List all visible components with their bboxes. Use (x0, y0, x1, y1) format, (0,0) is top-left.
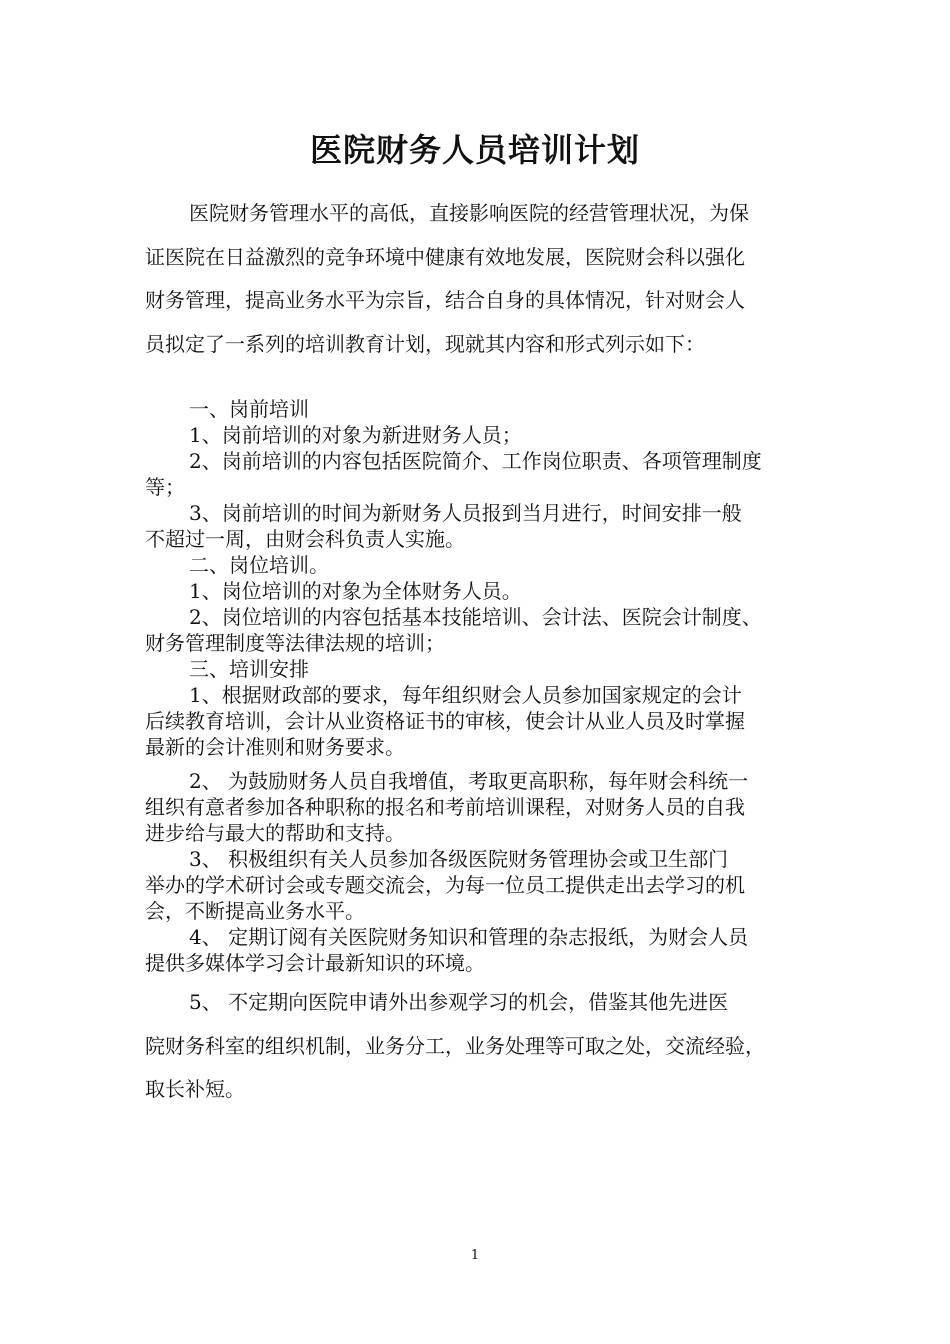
section-heading-arrangement: 三、培训安排 (189, 657, 309, 681)
list-item-continuation: 提供多媒体学习会计最新知识的环境。 (145, 951, 485, 975)
document-title: 医院财务人员培训计划 (309, 131, 640, 169)
list-item-continuation: 取长补短。 (145, 1077, 245, 1101)
list-item-continuation: 会，不断提高业务水平。 (145, 899, 365, 923)
intro-line: 医院财务管理水平的高低，直接影响医院的经营管理状况，为保 (189, 201, 749, 225)
intro-line: 财务管理，提高业务水平为宗旨，结合自身的具体情况，针对财会人 (145, 288, 745, 312)
list-item: 5、 不定期向医院申请外出参观学习的机会，借鉴其他先进医 (189, 990, 729, 1014)
list-item: 1、岗前培训的对象为新进财务人员； (189, 423, 522, 447)
list-item-continuation: 最新的会计准则和财务要求。 (145, 735, 405, 759)
list-item: 2、岗位培训的内容包括基本技能培训、会计法、医院会计制度、 (189, 605, 762, 629)
arrangement-list (145, 768, 805, 976)
list-item: 3、 积极组织有关人员参加各级医院财务管理协会或卫生部门 (189, 847, 729, 871)
list-item-continuation: 举办的学术研讨会或专题交流会，为每一位员工提供走出去学习的机 (145, 873, 745, 897)
list-item: 4、 定期订阅有关医院财务知识和管理的杂志报纸，为财会人员 (189, 925, 749, 949)
closing-paragraph (145, 981, 805, 1112)
list-item-continuation: 院财务科室的组织机制，业务分工，业务处理等可取之处，交流经验， (145, 1033, 765, 1058)
intro-line: 员拟定了一系列的培训教育计划，现就其内容和形式列示如下： (145, 331, 705, 356)
list-item-continuation: 等； (145, 475, 185, 499)
list-item-continuation: 不超过一周，由财会科负责人实施。 (145, 527, 465, 551)
section-heading-on-job: 二、岗位培训。 (189, 553, 329, 577)
list-item-continuation: 后续教育培训，会计从业资格证书的审核，使会计从业人员及时掌握 (145, 709, 745, 733)
list-item: 1、根据财政部的要求，每年组织财会人员参加国家规定的会计 (189, 683, 742, 707)
intro-paragraph (145, 192, 805, 366)
list-item-continuation: 组织有意者参加各种职称的报名和考前培训课程，对财务人员的自我 (145, 795, 745, 819)
list-item: 2、 为鼓励财务人员自我增值，考取更高职称，每年财会科统一 (189, 769, 749, 793)
list-item-continuation: 财务管理制度等法律法规的培训； (145, 631, 445, 655)
list-item: 2、岗前培训的内容包括医院简介、工作岗位职责、各项管理制度 (189, 449, 762, 473)
list-item: 3、岗前培训的时间为新财务人员报到当月进行，时间安排一般 (189, 501, 742, 525)
intro-line: 证医院在日益激烈的竞争环境中健康有效地发展，医院财会科以强化 (145, 244, 745, 269)
training-list (145, 396, 805, 760)
list-item-continuation: 进步给与最大的帮助和支持。 (145, 821, 405, 845)
section-heading-pre-job: 一、岗前培训 (189, 397, 309, 421)
list-item: 1、岗位培训的对象为全体财务人员。 (189, 579, 522, 603)
page-number: 1 (470, 1248, 480, 1263)
